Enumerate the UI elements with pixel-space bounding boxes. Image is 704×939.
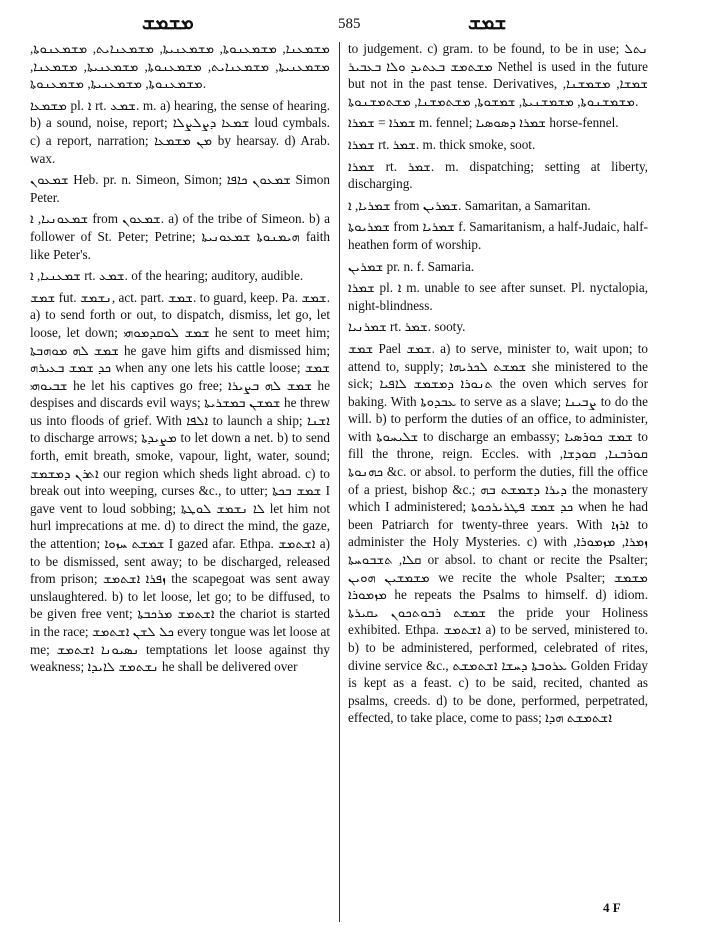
left-column — [30, 40, 330, 680]
entry-paragraph: ܫܡܪܐ rt. ܫܡܪ. m. thick smoke, soot. — [348, 136, 536, 152]
entry-paragraph: ܫܡܪܐ pl. ܐ m. unable to see after sunset. Pl. nyctalopia, night-blindness. — [348, 280, 648, 313]
entry-paragraph: to judgement. c) gram. to be found, to be in use; ܢܬܠ ܡܫܬܡܫ ܒܥܬܝܕ ܘܠܐ ܒܥܒܝܪ Nethel is used in the future but not in the past tense. Derivatives, ܫܡܫܐ, ܡܫܡܫܢܐ, ܡܫܡܫܢܘܬܐ, ܡܫܡܫܢܝܬܐ, ܫܡܫܘܬܐ, ܡܫܬܡܫܢܐ, ܡܫܬܡܫܢܘܬܐ. — [348, 41, 648, 109]
entry-paragraph: ܫܡܪܐ = ܫܡܪܐ m. fennel; ܫܡܪܐ ܕܣܘܣܝܐ horse-fennel. — [348, 115, 619, 131]
entry-paragraph: ܫܡܪܝܘܬܐ from ܫܡܪܝܐ f. Samaritanism, a half-Judaic, half-heathen form of worship. — [348, 219, 648, 252]
signature-mark: 4 F — [603, 900, 621, 915]
entry-paragraph: ܫܡܪܝܐ, ܐ from ܫܡܪܝܢ. Samaritan, a Samaritan. — [348, 197, 591, 213]
entry-paragraph: ܫܡܫ fut. ܢܫܡܫ, act. part. ܫܡܫ. to guard, keep. Pa. ܫܡܫ. a) to send forth or out, to dispatch, dismiss, let go, let loose, let down; ܫܡܫ ܠܘܩܕܡܘܗܝ he sent to meet him; ܫܡܫ ܠܗ ܡܘܗܒܬܐ he gave him gifts and dismissed him; ܟܕ ܫܡܫ ܒܥܝܪܗ when any one lets his cattle loose; ܫܡܫ ܫܒܝܘܗܝ he let his captives go free; ܫܡܫ ܠܗ ܒܨܝܪܐ he despises and discards evil ways; ܫܡܫܢ ܒܡܫܪܝܬܐ he threw us into floods of grief. With ܐܠܦܐ to launch a ship; ܐܫܢܐ to discharge arrows; ܡܨܝܕܬܐ to let down a net. b) to send forth, emit breath, smoke, vapour, light, water, sound; ܐܬܪܢ ܕܡܫܡܫ our region which sheds light abroad. c) to break out into weeping, curses &c., to utter; ܫܡܫ ܒܟܬܐ I gave vent to loud sobbing; ܠܐ ܢܫܡܫ ܠܘܛܬܐ let him not hurl imprecations at me. d) to direct the mind, the gaze, the attention; ܫܡܫܬ ܚܙܘܐ I gazed afar. Ethpa. ܐܫܬܡܫ a) to be dismissed, sent away; to be discharged, released from prison; ܙܦܪܐ ܐܫܬܡܫ the scapegoat was sent away unslaughtered. b) to let loose, let go; to be diffused, to be given free vent; ܐܫܬܡܫ ܡܪܟܒܬܐ the chariot is started in the race; ܟܠ ܠܫܢ ܐܫܬܡܫ every tongue was let loose at me; ܢܣܝܘܢܐ ܐܫܬܡܫ temptations let loose against thy weakness; ܢܫܬܡܫ ܠܐܝܕܐ he shall be delivered over — [30, 289, 331, 675]
right-column — [348, 40, 648, 731]
entry-paragraph: ܫܡܪܝܢ pr. n. f. Samaria. — [348, 258, 475, 274]
entry-paragraph: ܡܫܡܥܢܐ, ܡܫܡܥܢܘܬܐ, ܡܫܡܥܢܝܬܐ, ܡܫܡܥܢܐܝܬ, ܡܫܡܥܢܘܬܐ, ܡܫܡܥܢܝܬܐ, ܡܫܡܥܢܐܝܬ, ܡܫܡܥܢܘܬܐ, ܡܫܡܥܢܝܬܐ, ܡܫܡܥܢܐ, ܡܫܡܥܢܘܬܐ, ܡܫܡܥܢܝܬܐ, ܡܫܡܥܢܘܬܐ. — [30, 41, 330, 92]
entry-paragraph: ܫܡܥܢܝܐ, ܐ rt. ܫܡܥ. of the hearing; auditory, audible. — [30, 268, 304, 284]
left-guide-word: ܡܫܡܫ — [142, 12, 194, 34]
entry-paragraph: ܫܡܥܘܢܝܐ, ܐ from ܫܡܥܘܢ. a) of the tribe of Simeon. b) a follower of St. Peter; Petrine; ܗܝܡܢܘܬܐ ܫܡܥܘܢܝܬܐ faith like Peter's. — [30, 211, 330, 262]
running-header — [0, 8, 704, 38]
page-number: 585 — [338, 16, 361, 32]
right-guide-word: ܫܡܫ — [468, 12, 507, 34]
entry-paragraph: ܫܡܪܐ rt. ܫܡܪ. m. dispatching; setting at liberty, discharging. — [348, 158, 648, 192]
entry-paragraph: ܫܡܪܢܝܐ rt. ܫܡܪ. sooty. — [348, 319, 466, 335]
column-divider — [339, 42, 340, 922]
entry-paragraph: ܫܡܥܘܢ Heb. pr. n. Simeon, Simon; ܫܡܥܘܢ ܟܐܦܐ Simon Peter. — [30, 172, 330, 205]
entry-paragraph: ܫܡܫ Pael ܫܡܫ. a) to serve, minister to, wait upon; to attend to, supply; ܫܡܫܬ ܠܟܪܝܗܐ she ministered to the sick; ܬܢܘܪܐ ܕܡܫܡܫ ܠܐܦܝܐ the oven which serves for baking. With ܥܒܕܘܬܐ to serve as a slave; ܨܒܝܢܐ to do the will. b) to perform the duties of an office, to administer, with ܫܠܝܚܘܬܐ to discharge an embassy; ܫܡܫ ܟܘܪܣܝܐ to fill the throne, reign. Eccles. with ܩܘܪܒܢܐ, ܩܘܕܫܐ, ܟܗܢܘܬܐ &c. or absol. to perform the duties, fill the office of a priest, bishop &c.; ܕܝܪܐ ܕܫܡܫܬ ܒܗ the monastery which I administered; ܟܕ ܫܡܫ ܦܛܪܝܪܟܘܬܐ when he had been Patriarch for twenty-three years. With ܐܪܙܐ to administer the Holy Mysteries. c) with ܙܡܪܐ, ܡܙܡܘܪܐ, ܩܠܐ, ܬܫܒܘܚܬܐ or absol. to chant or recite the Psalter; ܡܫܡܫܝܢ ܗܘܝܢ we recite the whole Psalter; ܡܫܡܫ ܡܙܡܘܪܐ he repeats the Psalms to himself. d) idiom. ܫܡܫܬ ܪܒܘܬܟܘܢ ܝܩܝܪܬܐ the pride your Holiness exhibited. Ethpa. ܐܫܬܡܫ a) to be served, ministered to. b) to be administered, performed, celebrated of rites, divine service &c., ܥܪܘܒܬܐ ܕܚܫܐ ܐܫܬܡܫܬ Golden Friday is kept as a feast. c) to be said, recited, chanted as psalms, creeds. d) to be done, performed, perpetrated, effected, to take place, come to pass; ܐܫܬܡܫܬ ܗܕܐ — [348, 340, 649, 726]
entry-paragraph: ܡܫܡܥܐ pl. ܐ rt. ܫܡܥ. m. a) hearing, the sense of hearing. b) a sound, noise, report; ܫܡܥܐ ܕܨܠܨܠܐ loud cymbals. c) a report, narration; ܡܢ ܡܫܡܥܐ by hearsay. d) Arab. wax. — [30, 97, 331, 166]
